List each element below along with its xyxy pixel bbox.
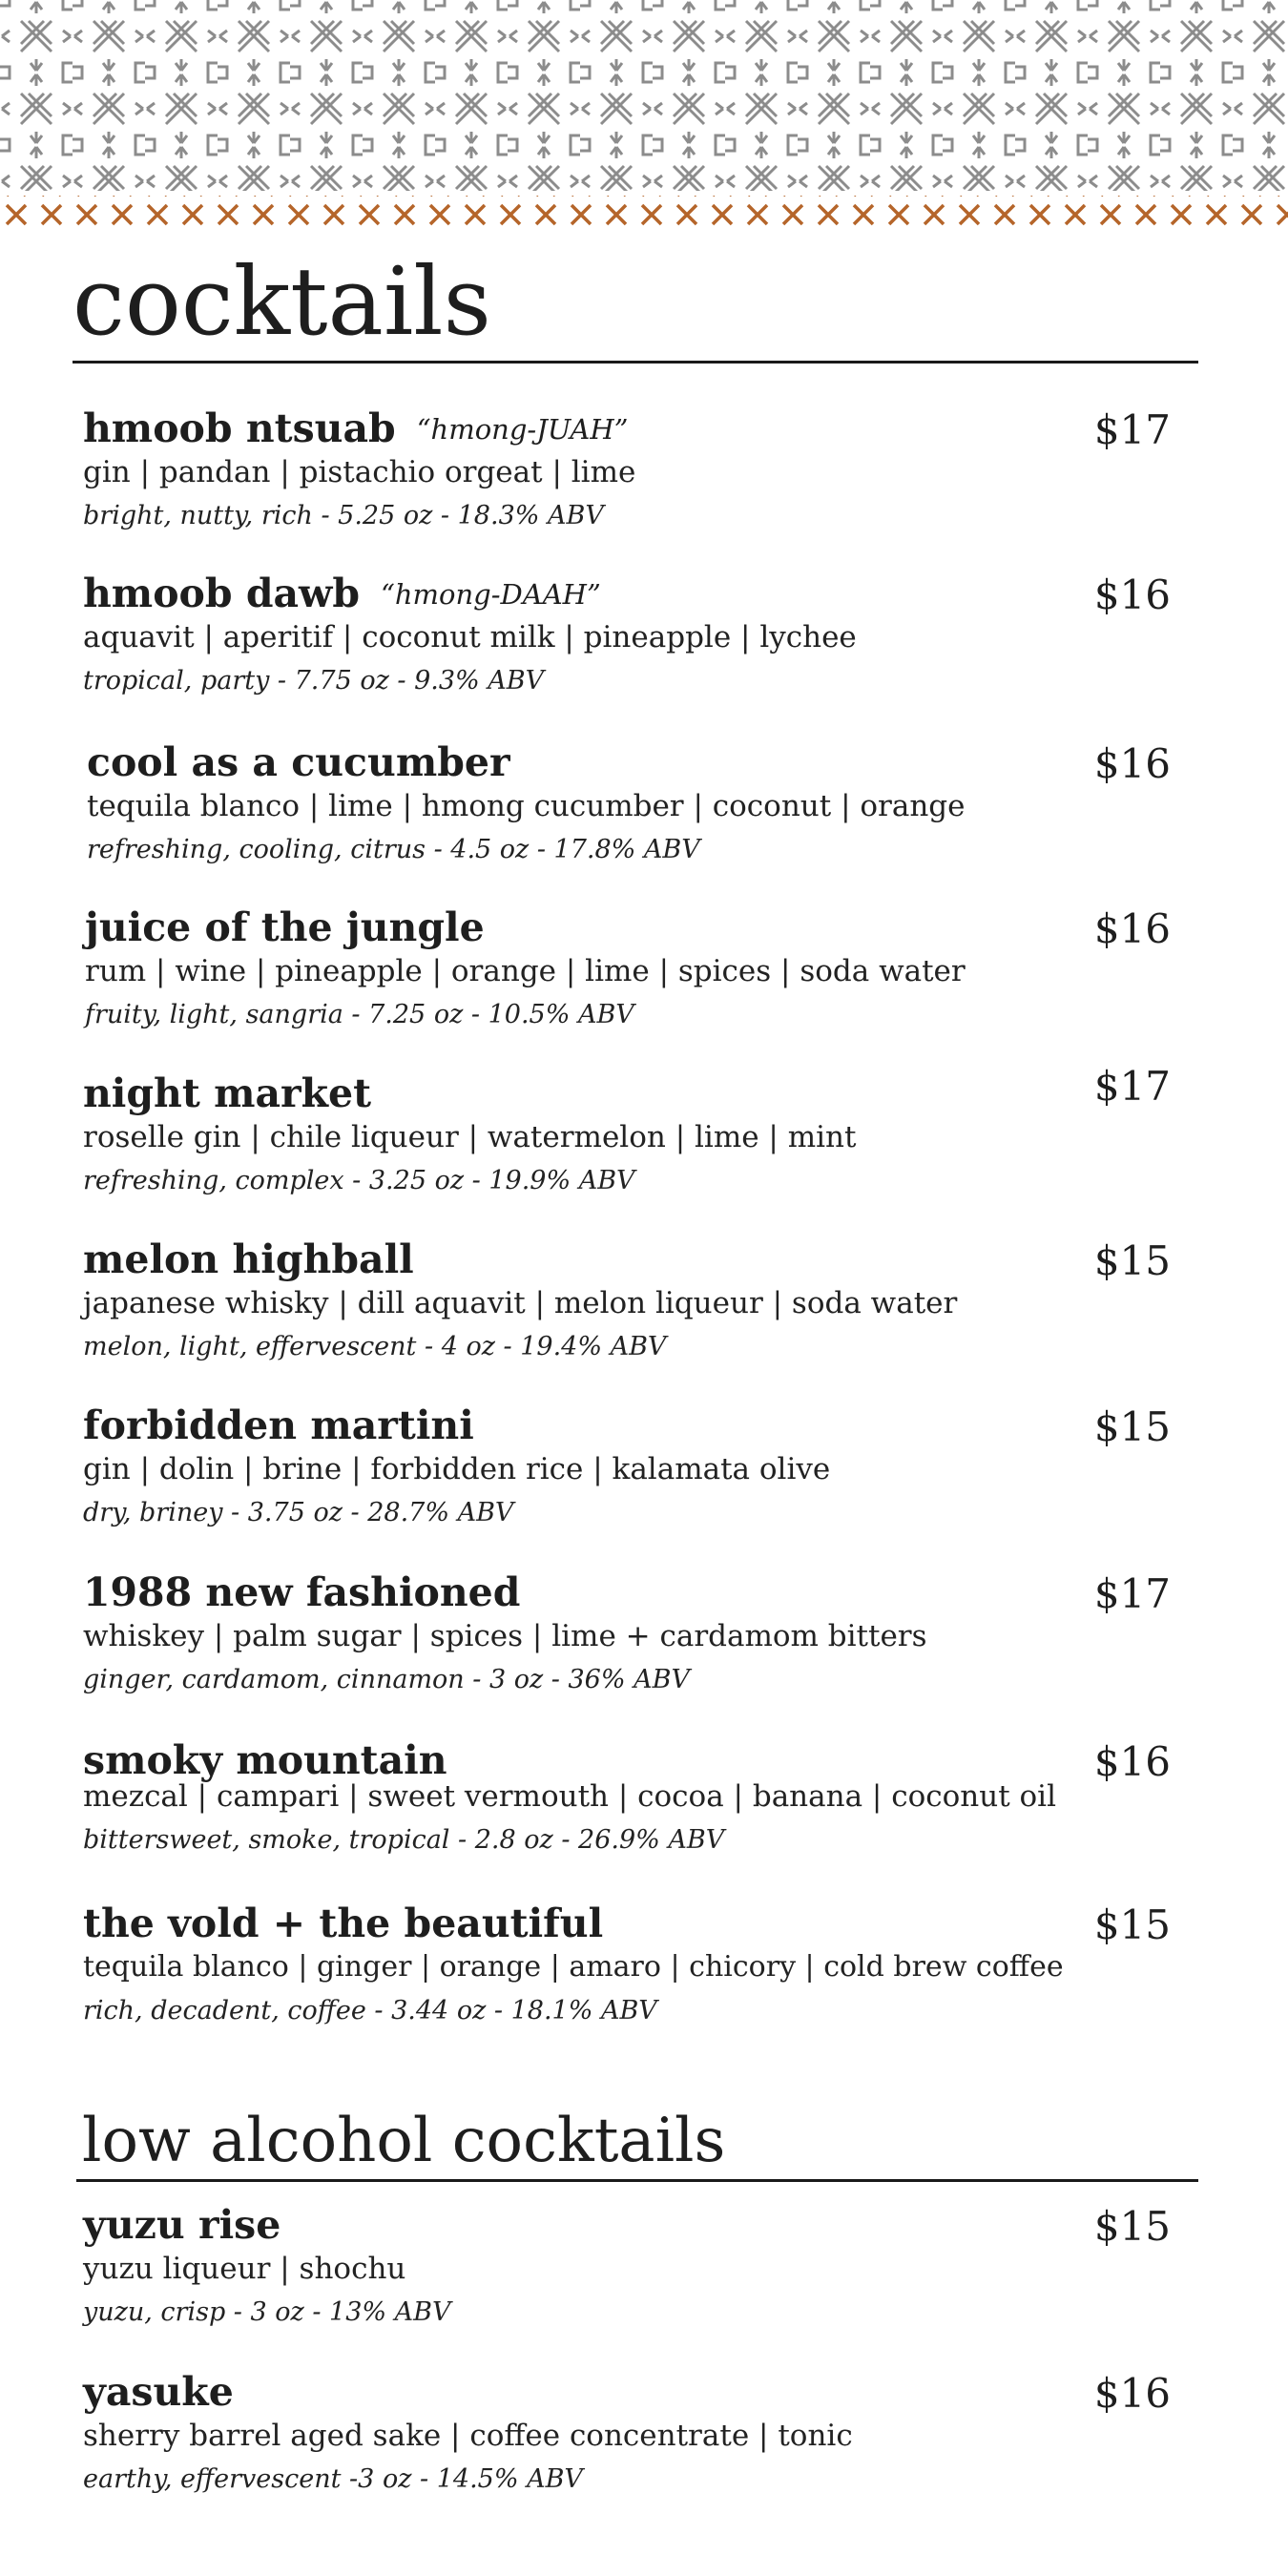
item-notes: rich, decadent, coffee - 3.44 oz - 18.1% ABV (83, 1996, 657, 2025)
item-name: 1988 new fashioned (83, 1569, 521, 1615)
item-notes: dry, briney - 3.75 oz - 28.7% ABV (83, 1498, 514, 1527)
item-notes: fruity, light, sangria - 7.25 oz - 10.5% ABV (85, 1000, 634, 1029)
section-title-low-alcohol: low alcohol cocktails (82, 2106, 726, 2176)
item-name: hmoob dawb (83, 571, 361, 616)
item-ingredients: tequila blanco | lime | hmong cucumber | coconut | orange (87, 789, 966, 823)
menu-item (83, 1236, 1180, 1389)
item-name: smoky mountain (83, 1737, 447, 1783)
item-ingredients: roselle gin | chile liqueur | watermelon | lime | mint (83, 1120, 857, 1154)
menu-item (85, 904, 1182, 1057)
item-name: cool as a cucumber (87, 739, 510, 785)
item-notes: ginger, cardamom, cinnamon - 3 oz - 36% ABV (83, 1665, 690, 1694)
item-notes: tropical, party - 7.75 oz - 9.3% ABV (83, 666, 545, 696)
item-name: night market (83, 1070, 372, 1116)
item-ingredients: aquavit | aperitif | coconut milk | pineapple | lychee (83, 620, 857, 654)
item-price: $16 (1093, 571, 1171, 618)
menu-item (87, 739, 1184, 892)
item-pronunciation: “hmong-JUAH” (416, 413, 629, 446)
item-ingredients: tequila blanco | ginger | orange | amaro | chicory | cold brew coffee (83, 1950, 1064, 1984)
menu-item (83, 1402, 1180, 1555)
item-price: $16 (1093, 1738, 1171, 1785)
item-price: $15 (1093, 1237, 1171, 1284)
item-price: $16 (1093, 740, 1171, 787)
item-price: $15 (1093, 2203, 1171, 2250)
item-notes: bright, nutty, rich - 5.25 oz - 18.3% ABV (83, 501, 604, 530)
item-price: $16 (1093, 2370, 1171, 2417)
section-title-cocktails: cocktails (73, 248, 491, 357)
item-name: melon highball (83, 1236, 414, 1282)
item-price: $17 (1093, 1570, 1171, 1617)
item-notes: yuzu, crisp - 3 oz - 13% ABV (83, 2297, 451, 2327)
item-ingredients: sherry barrel aged sake | coffee concentrate | tonic (83, 2419, 853, 2453)
item-name: forbidden martini (83, 1402, 474, 1448)
item-name: yasuke (83, 2369, 234, 2415)
item-name: the vold + the beautiful (83, 1901, 604, 1946)
item-name: juice of the jungle (85, 904, 485, 950)
item-price: $15 (1093, 1403, 1171, 1450)
item-pronunciation: “hmong-DAAH” (381, 578, 601, 611)
geometric-pattern-icon (0, 0, 1288, 229)
item-notes: bittersweet, smoke, tropical - 2.8 oz - 26.9% ABV (83, 1825, 725, 1855)
menu-item (83, 2202, 1180, 2355)
item-ingredients: whiskey | palm sugar | spices | lime + cardamom bitters (83, 1619, 927, 1653)
item-notes: refreshing, complex - 3.25 oz - 19.9% ABV (83, 1166, 635, 1195)
item-name: yuzu rise (83, 2202, 281, 2248)
item-notes: melon, light, effervescent - 4 oz - 19.4% ABV (83, 1332, 667, 1361)
item-price: $17 (1093, 1063, 1171, 1110)
menu-item (83, 1569, 1180, 1722)
item-notes: earthy, effervescent -3 oz - 14.5% ABV (83, 2464, 583, 2494)
section-divider (76, 2179, 1198, 2182)
item-ingredients: gin | pandan | pistachio orgeat | lime (83, 455, 636, 489)
section-divider (73, 361, 1198, 364)
item-ingredients: mezcal | campari | sweet vermouth | cocoa | banana | coconut oil (83, 1779, 1057, 1814)
item-name: hmoob ntsuab (83, 405, 396, 451)
menu-item (83, 1737, 1180, 1890)
menu-item (83, 405, 1180, 558)
item-ingredients: japanese whisky | dill aquavit | melon liqueur | soda water (83, 1286, 958, 1320)
item-price: $17 (1093, 406, 1171, 453)
item-price: $16 (1093, 905, 1171, 952)
menu-item (83, 571, 1180, 723)
menu-item (83, 1063, 1180, 1223)
item-price: $15 (1093, 1901, 1171, 1948)
item-notes: refreshing, cooling, citrus - 4.5 oz - 17.8% ABV (87, 835, 700, 864)
item-ingredients: yuzu liqueur | shochu (83, 2252, 406, 2286)
menu-item (83, 2369, 1180, 2522)
item-ingredients: gin | dolin | brine | forbidden rice | kalamata olive (83, 1452, 831, 1486)
menu-item (83, 1901, 1180, 2053)
item-ingredients: rum | wine | pineapple | orange | lime | spices | soda water (85, 954, 966, 988)
decorative-banner (0, 0, 1288, 229)
